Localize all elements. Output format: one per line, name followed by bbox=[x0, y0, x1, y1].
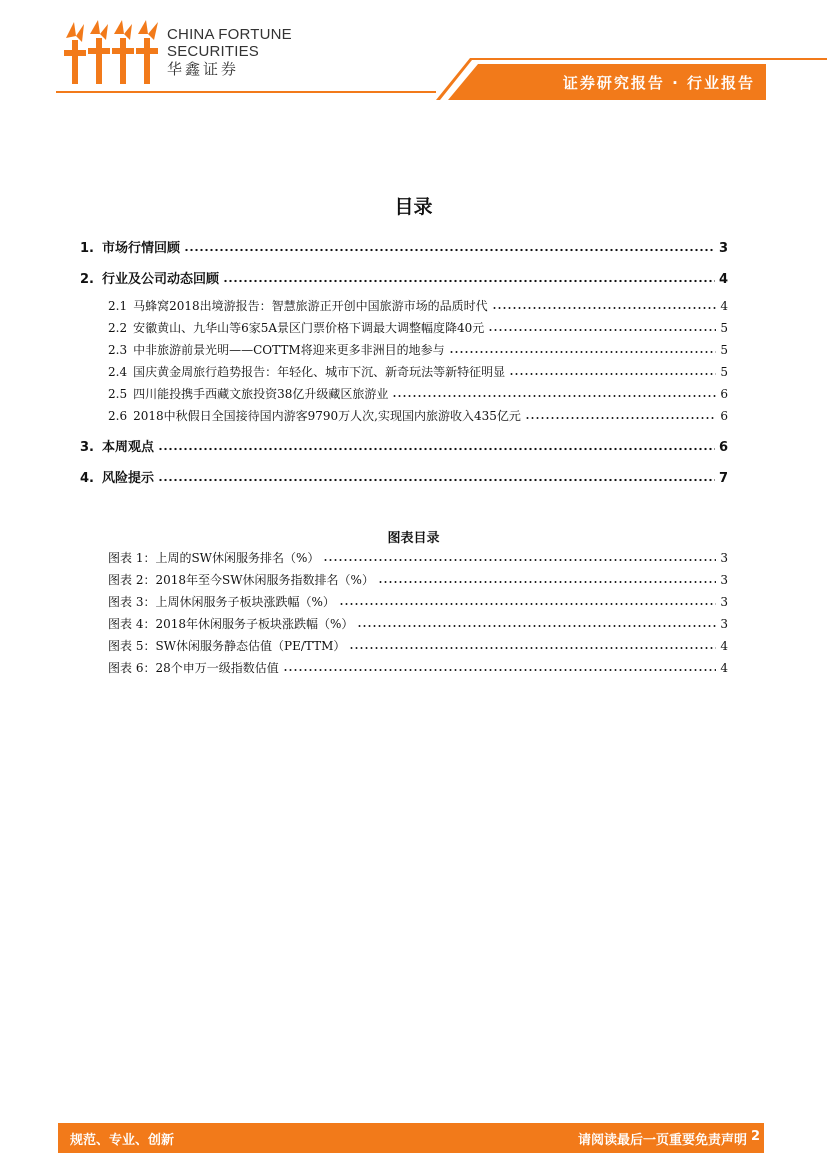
toc-entry-page: 6 bbox=[718, 440, 728, 455]
dot-leader bbox=[184, 242, 715, 252]
toc-entry-num: 2.5 bbox=[108, 387, 128, 401]
toc-entry[interactable] bbox=[80, 467, 728, 486]
toc-entry-title: 2018中秋假日全国接待国内游客9790万人次,实现国内旅游收入435亿元 bbox=[133, 409, 521, 423]
figure-entry[interactable] bbox=[108, 615, 728, 632]
toc-entry-page: 7 bbox=[718, 471, 728, 486]
brand-en-line1: CHINA FORTUNE bbox=[167, 26, 292, 43]
toc-entry-title: 马蜂窝2018出境游报告：智慧旅游正开创中国旅游市场的品质时代 bbox=[133, 299, 488, 313]
dot-leader bbox=[158, 472, 715, 482]
brand-cn: 华鑫证券 bbox=[167, 61, 240, 78]
toc-entry-page: 4 bbox=[718, 272, 728, 287]
toc-entry-title: 四川能投携手西藏文旅投资38亿升级藏区旅游业 bbox=[133, 387, 389, 401]
figure-entry[interactable] bbox=[108, 659, 728, 676]
toc-entry-num: 4. bbox=[80, 471, 94, 486]
dot-leader bbox=[357, 618, 716, 628]
dot-leader bbox=[223, 273, 715, 283]
toc-entry[interactable] bbox=[108, 363, 728, 380]
toc-entry-page: 3 bbox=[718, 241, 728, 256]
figure-entry-page: 4 bbox=[720, 639, 728, 653]
dot-leader bbox=[492, 300, 717, 310]
toc-entry[interactable] bbox=[80, 436, 728, 455]
toc-entry-num: 3. bbox=[80, 440, 94, 455]
toc-entry[interactable] bbox=[108, 407, 728, 424]
figure-entry[interactable] bbox=[108, 549, 728, 566]
dot-leader bbox=[449, 344, 717, 354]
toc-entry-title: 国庆黄金周旅行趋势报告：年轻化、城市下沉、新奇玩法等新特征明显 bbox=[133, 365, 506, 379]
figure-entry-label: 图表 5：SW休闲服务静态估值（PE/TTM） bbox=[108, 639, 346, 653]
footer-disclaimer: 请阅读最后一页重要免责声明 bbox=[577, 1133, 747, 1148]
toc-entry-num: 1. bbox=[80, 241, 94, 256]
figure-entry[interactable] bbox=[108, 593, 728, 610]
dot-leader bbox=[158, 441, 715, 451]
dot-leader bbox=[488, 322, 716, 332]
dot-leader bbox=[509, 366, 716, 376]
figure-entry-label: 图表 6：28个申万一级指数估值 bbox=[108, 661, 279, 675]
figure-entry-page: 3 bbox=[720, 551, 728, 565]
toc-entry[interactable] bbox=[80, 237, 728, 256]
figure-entry-page: 3 bbox=[720, 595, 728, 609]
toc-title: 目录 bbox=[394, 196, 433, 218]
toc-entry-page: 5 bbox=[720, 365, 728, 379]
toc-entry-title: 安徽黄山、九华山等6家5A景区门票价格下调最大调整幅度降40元 bbox=[133, 321, 485, 335]
figure-entry-label: 图表 4：2018年休闲服务子板块涨跌幅（%） bbox=[108, 617, 354, 631]
dot-leader bbox=[339, 596, 717, 606]
toc-entry-page: 6 bbox=[720, 409, 728, 423]
dot-leader bbox=[349, 640, 716, 650]
footer-slogan: 规范、专业、创新 bbox=[70, 1133, 175, 1148]
toc-entry[interactable] bbox=[108, 319, 728, 336]
toc-entry-num: 2.2 bbox=[108, 321, 128, 335]
toc-entry-page: 5 bbox=[720, 321, 728, 335]
banner-text: 证券研究报告 · 行业报告 bbox=[562, 74, 755, 92]
toc-entry-title: 风险提示 bbox=[102, 471, 155, 486]
page-header bbox=[0, 0, 827, 100]
toc-entry-title: 市场行情回顾 bbox=[102, 241, 181, 256]
figure-entry-label: 图表 3：上周休闲服务子板块涨跌幅（%） bbox=[108, 595, 335, 609]
toc-entry-page: 5 bbox=[720, 343, 728, 357]
toc-entry-num: 2. bbox=[80, 272, 94, 287]
toc-entry-num: 2.6 bbox=[108, 409, 128, 423]
dot-leader bbox=[283, 662, 717, 672]
page-number: 2 bbox=[751, 1129, 761, 1144]
figure-entry-page: 4 bbox=[720, 661, 728, 675]
toc-entry[interactable] bbox=[108, 341, 728, 358]
figure-entry-page: 3 bbox=[720, 573, 728, 587]
toc-entry[interactable] bbox=[80, 268, 728, 287]
toc-entry-title: 本周观点 bbox=[102, 440, 155, 455]
toc-entry-page: 4 bbox=[720, 299, 728, 313]
toc-entry-page: 6 bbox=[720, 387, 728, 401]
figure-entry[interactable] bbox=[108, 571, 728, 588]
figure-entry-label: 图表 1：上周的SW休闲服务排名（%） bbox=[108, 551, 320, 565]
brand-en-line2: SECURITIES bbox=[167, 43, 260, 60]
toc-entry-num: 2.1 bbox=[108, 299, 128, 313]
toc-entry-title: 中非旅游前景光明——COTTM将迎来更多非洲目的地参与 bbox=[133, 343, 445, 357]
toc-entry-num: 2.4 bbox=[108, 365, 128, 379]
figure-entry-label: 图表 2：2018年至今SW休闲服务指数排名（%） bbox=[108, 573, 374, 587]
toc-entry-title: 行业及公司动态回顾 bbox=[102, 272, 220, 287]
figure-list-title: 图表目录 bbox=[387, 531, 440, 546]
figure-entry[interactable] bbox=[108, 637, 728, 654]
toc-entry-num: 2.3 bbox=[108, 343, 128, 357]
dot-leader bbox=[323, 552, 716, 562]
dot-leader bbox=[392, 388, 716, 398]
toc-entry[interactable] bbox=[108, 297, 728, 314]
dot-leader bbox=[378, 574, 716, 584]
figure-entry-page: 3 bbox=[720, 617, 728, 631]
dot-leader bbox=[525, 410, 716, 420]
toc-entry[interactable] bbox=[108, 385, 728, 402]
